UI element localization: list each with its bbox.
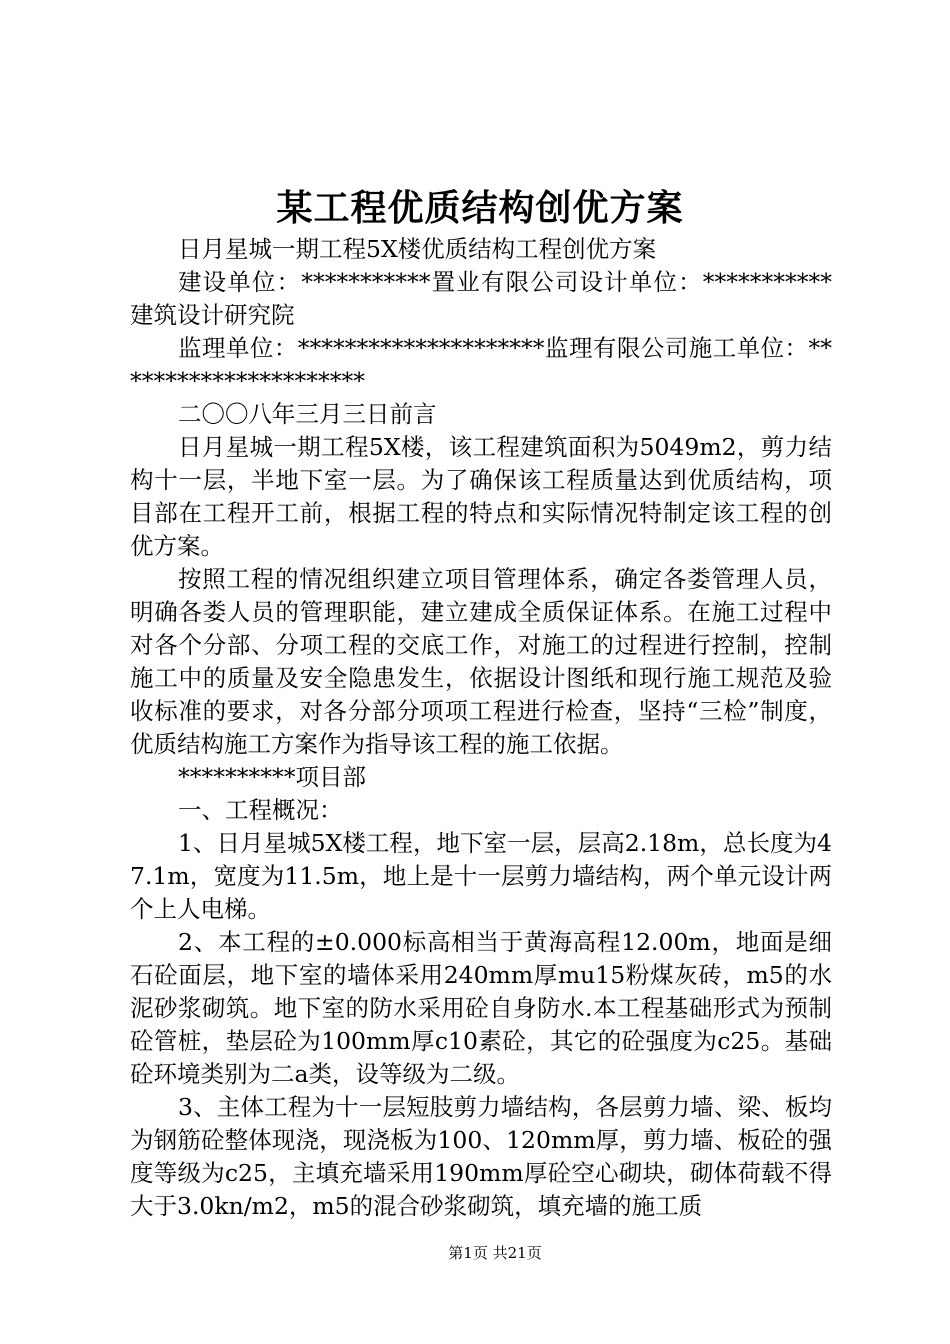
paragraph-item-2: 2、本工程的±0.000标高相当于黄海高程12.00m，地面是细石砼面层，地下室的墙体采用240mm厚mu15粉煤灰砖，m5的水泥砂浆砌筑。地下室的防水采用砼自身防水.本工程基础形式为预制砼管桩，垫层砼为100mm厚c10素砼，其它的砼强度为c25。基础砼环境类别为二a类，设等级为二级。 <box>130 928 832 1088</box>
document-body <box>130 233 832 1223</box>
paragraph-date-preface: 二〇〇八年三月三日前言 <box>178 400 437 428</box>
paragraph-supervision-unit: 监理单位：*********************监理有限公司施工单位：********************** <box>130 334 832 395</box>
document-title: 某工程优质结构创优方案 <box>276 187 684 229</box>
paragraph-item-1: 1、日月星城5X楼工程，地下室一层，层高2.18m，总长度为47.1m，宽度为11.5m，地上是十一层剪力墙结构，两个单元设计两个上人电梯。 <box>130 829 832 923</box>
paragraph-item-3: 3、主体工程为十一层短肢剪力墙结构，各层剪力墙、梁、板均为钢筋砼整体现浇，现浇板为100、120mm厚，剪力墙、板砼的强度等级为c25，主填充墙采用190mm厚砼空心砌块，砌体荷载不得大于3.0kn/m2，m5的混合砂浆砌筑，填充墙的施工质 <box>130 1093 832 1220</box>
paragraph-management: 按照工程的情况组织建立项目管理体系，确定各娄管理人员，明确各娄人员的管理职能，建立建成全质保证体系。在施工过程中对各个分部、分项工程的交底工作，对施工的过程进行控制，控制施工中的质量及安全隐患发生，依据设计图纸和现行施工规范及验收标准的要求，对各分部分项项工程进行检查，坚持“三检”制度，优质结构施工方案作为指导该工程的施工依据。 <box>130 565 832 758</box>
paragraph-subtitle: 日月星城一期工程5X楼优质结构工程创优方案 <box>178 235 657 263</box>
paragraph-construction-unit: 建设单位：***********置业有限公司设计单位：***********建筑设计研究院 <box>130 268 832 329</box>
page-footer: 第1页 共21页 <box>448 1244 542 1262</box>
section-heading-overview: 一、工程概况： <box>178 796 343 824</box>
paragraph-intro: 日月星城一期工程5X楼，该工程建筑面积为5049m2，剪力结构十一层，半地下室一层。为了确保该工程质量达到优质结构，项目部在工程开工前，根据工程的特点和实际情况特制定该工程的创优方案。 <box>130 433 832 560</box>
paragraph-project-dept: **********项目部 <box>178 763 366 791</box>
